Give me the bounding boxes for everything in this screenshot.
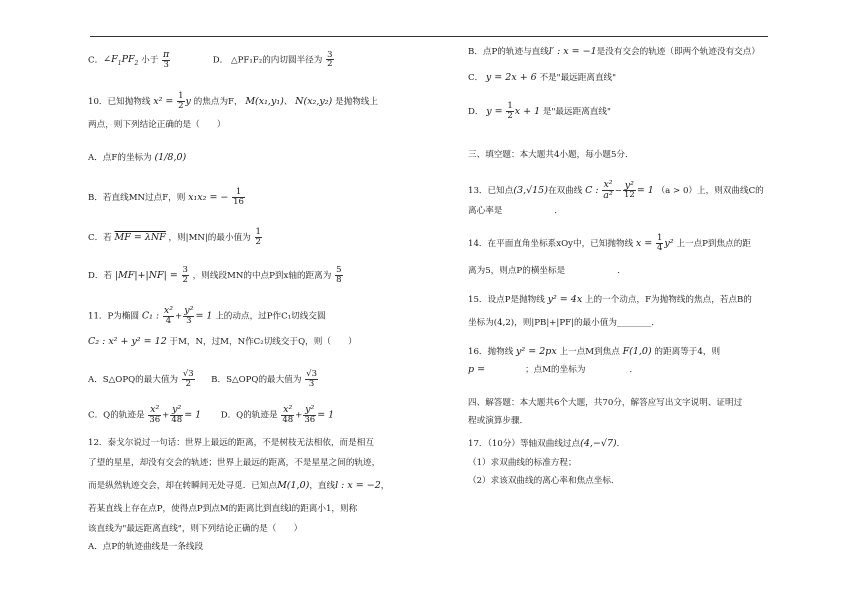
q13-line-1: 13．已知点(3,√15)在双曲线 C : $\frac{\text{x²}}{\text{a²}}$ − $\frac{\text{y²}}{12}$ = 1 （a > 0）上，则双曲线C的 [468, 179, 764, 201]
q10-on-parabola: 是抛物线上 [335, 96, 378, 107]
a-den: 2 [185, 378, 191, 389]
q11-intro: 11．P为椭圆 [88, 311, 140, 322]
bq-num: √3 [306, 369, 317, 379]
q10-x2: x² = [153, 95, 174, 107]
rd-num: 1 [507, 101, 513, 111]
section-4-heading-1: 四、解答题：本大题共6个大题，共70分，解答应写出文字说明、证明过 [468, 398, 743, 408]
sub2: 2 [134, 60, 139, 68]
b-den: 16 [233, 196, 244, 207]
q12-d-x: x + 1 [514, 105, 541, 117]
f2-num: y² [184, 305, 194, 316]
q15-b: 上的一个动点，F为抛物线的焦点，若点B的 [584, 295, 752, 305]
dd1-num: x² [283, 404, 293, 415]
q12-b-eq: l′ : x = −1 [548, 46, 597, 57]
dd1-den: 48 [282, 414, 294, 425]
q13-n2: y² [624, 179, 634, 191]
q14-line-1 [468, 234, 751, 253]
d-den: 2 [327, 59, 333, 70]
q12-d-y: y = [486, 105, 503, 117]
q16-p: p = [468, 364, 486, 375]
q9-option-d-text: △PF₁F₂的内切圆半径为 [230, 55, 323, 66]
q13-end: ． [554, 206, 563, 216]
q14-x: x = [635, 237, 653, 249]
q11-tangents: 于M，N，过M，N作C₂切线交于Q，则（ ） [169, 337, 357, 347]
q10-c-frac [255, 228, 262, 247]
q11-tangent: 上的动点，过P作C₁切线交圆 [215, 311, 326, 322]
q12-line-2: 了望的星星，却没有交会的轨迹；世界上最远的距离，不是星星之间的轨迹， [88, 458, 381, 468]
q9-option-cd: C．$\angle F_1PF_2$ 小于 $\frac{\pi}{3}$ D． △PF₁F₂的内切圆半径为 $\frac{3}{2}$ [88, 49, 333, 70]
q10-b-lhs: x₁x₂ = − [188, 191, 229, 203]
less-than-text: 小于 [141, 55, 159, 66]
f1-den: 4 [165, 315, 172, 326]
q10-d-eq: |MF|+|NF| = [114, 269, 178, 281]
q12-line-3a: 而是纵然轨迹交会，却在转瞬间无处寻觅．已知点 [88, 481, 278, 491]
q11-d-f1 [281, 405, 294, 425]
q13-ecc: 离心率是 [468, 206, 503, 216]
q14-line-2 [468, 266, 626, 277]
q13-c: C : [585, 184, 599, 196]
q11-f1 [163, 306, 174, 326]
d2-den: 2 [182, 274, 188, 285]
q14-den: 4 [657, 242, 663, 253]
q13-f2 [623, 181, 636, 201]
c1-num: x² [150, 404, 160, 415]
q17-stem [468, 438, 625, 450]
three-halves [326, 51, 333, 70]
q12-b-b: 是没有交会的轨迹（即两个轨迹没有交点） [596, 47, 760, 57]
pi-den: 3 [163, 59, 169, 70]
q13-point: (3,√15) [513, 184, 548, 196]
q16-b: 上一点M到焦点 [559, 347, 620, 357]
q10-option-a [88, 152, 186, 164]
q10-d-frac2 [335, 266, 342, 285]
q10-option-b [88, 188, 246, 207]
q14-end: ． [617, 266, 626, 276]
q12-c-eq: y = 2x + 6 [485, 72, 537, 83]
q11-options-cd: C．Q的轨迹是 $\frac{\text{x²}}{36}$ + $\frac{\text{y²}}{48}$ = 1 D．Q的轨迹是 $\frac{\text{x²}}{48}$ + $\frac{\text{y²}}{36}$ = 1 [88, 404, 335, 425]
q13-d2: 12 [623, 190, 635, 201]
q13-cond: （a > 0）上，则双曲线C的 [656, 185, 764, 196]
pi-num: π [163, 49, 170, 60]
q15-a: 15．设点P是抛物线 [468, 295, 545, 305]
q14-frac [656, 234, 663, 253]
q12-line-5: 该直线为"最远距离直线"，则下列结论正确的是（ ） [88, 524, 303, 534]
q16-line-2 [468, 364, 638, 376]
d3-den: 8 [336, 274, 342, 285]
q12-d-a: D． [468, 106, 484, 117]
q13-a: 13．已知点 [468, 185, 514, 196]
q10-d-midpoint: ，则线段MN的中点P到x轴的距离为 [192, 270, 332, 281]
d-num: 3 [327, 49, 333, 60]
q11-stem-2 [88, 336, 357, 348]
section-3-heading: 三、填空题：本大题共4小题，每小题5分． [468, 150, 634, 160]
q11-a-frac [182, 370, 195, 389]
q12-d-b: 是"最远距离直线" [542, 106, 611, 117]
q12-c-b: 不是"最远距离直线" [539, 73, 617, 83]
q11-stem-1: 11．P为椭圆 C₁ : $\frac{\text{x²}}{4}$ + $\frac{\text{y²}}{3}$ = 1 上的动点，过P作C₁切线交圆 [88, 305, 326, 326]
c-den: 2 [255, 236, 261, 247]
q12-line-1: 12．泰戈尔说过一句话：世界上最远的距离，不是树枝无法相依，而是相互 [88, 438, 374, 448]
option-d-label: D． [212, 55, 229, 66]
q10-b-text: B．若直线MN过点F，则 [88, 192, 186, 203]
header-rule [90, 36, 768, 37]
q10-b-frac [232, 188, 245, 207]
q13-d1: a² [603, 189, 613, 201]
q11-b-frac [305, 370, 318, 389]
q17-part-1: （1）求双曲线的标准方程； [468, 458, 577, 468]
bq-den: 3 [308, 378, 315, 389]
q13-f1 [602, 180, 613, 201]
q15-eq: y² = 4x [547, 294, 583, 305]
q16-focus: F(1,0) [622, 346, 652, 357]
q12-line-3b: ，直线 [309, 481, 336, 491]
half-num: 1 [178, 91, 184, 101]
q10-stem-1: 10．已知抛物线 x² = $\frac{1}{2}$ y 的焦点为F， M(x₁,y₁)、 N(x₂,y₂) 是抛物线上 [88, 91, 378, 111]
q11-options-ab [88, 370, 319, 389]
q11-f2 [183, 306, 194, 326]
q11-a: A．S△OPQ的最大值为 [88, 374, 179, 385]
d2-num: 3 [182, 265, 188, 275]
q11-c: C．Q的轨迹是 [88, 410, 145, 421]
a-num: √3 [182, 369, 194, 379]
q11-c1: C₁ : [141, 310, 160, 322]
d3-num: 5 [336, 265, 342, 275]
q12-line-3: 而是纵然轨迹交会，却在转瞬间无处寻觅．已知点M(1,0)，直线l : x = −2， [88, 480, 390, 491]
q14-y: y² [664, 237, 674, 249]
half-den: 2 [178, 100, 184, 111]
q11-d-f2 [303, 405, 316, 425]
f2-den: 3 [186, 315, 192, 326]
q11-eq: = 1 [195, 310, 213, 322]
q12-option-a: A．点P的轨迹曲线是一条线段 [88, 542, 204, 552]
q10-c-text: C．若 [88, 232, 112, 243]
q17-part-2: （2）求该双曲线的离心率和焦点坐标． [468, 476, 620, 486]
angle-text: ∠F [103, 54, 118, 66]
q11-c-f2 [170, 405, 183, 425]
q12-point-m: M(1,0) [277, 480, 310, 491]
q11-c-f1 [148, 405, 161, 425]
q15-line-1 [468, 294, 752, 306]
c2-den: 48 [171, 414, 183, 425]
pf-text: PF [121, 54, 135, 66]
q10-point-n: N(x₂,y₂) [295, 95, 333, 107]
b-num: 1 [232, 188, 245, 198]
q10-a-text: A．点F的坐标为 [88, 153, 152, 163]
rd-den: 2 [507, 110, 513, 121]
c2-num: y² [172, 404, 182, 415]
q16-c: 的距离等于4，则 [654, 347, 721, 357]
q12-option-c [468, 72, 616, 84]
q14-b: 上一点P到焦点的距 [676, 238, 751, 249]
q16-d: ；点M的坐标为 [525, 365, 586, 375]
c-num: 1 [255, 227, 261, 237]
q16-a: 16．抛物线 [468, 347, 514, 357]
q14-a: 14．在平面直角坐标系xOy中，已知抛物线 [468, 238, 634, 249]
q10-y: y [185, 95, 191, 107]
q10-point-m: M(x₁,y₁) [245, 95, 284, 107]
q12-line-l: l : x = −2 [335, 480, 381, 491]
q11-c2: C₂ : x² + y² = 12 [88, 336, 167, 347]
q12-line-4: 若某直线上存在点P，使得点P到点M的距离比到直线l的距离小1，则称 [88, 504, 358, 514]
f1-num: x² [163, 305, 174, 316]
dd2-num: y² [305, 404, 315, 415]
q13-n1: x² [603, 179, 613, 190]
q10-a-value: (1/8,0) [154, 152, 187, 163]
q10-half [177, 92, 184, 111]
q13-line-2 [468, 206, 563, 217]
q12-b-a: B．点P的轨迹与直线 [468, 47, 549, 57]
q17-point: (4,−√7) [580, 438, 617, 449]
q12-c-a: C． [468, 73, 484, 83]
c1-den: 36 [149, 414, 161, 425]
q10-option-c [88, 228, 263, 247]
q13-b: 在双曲线 [547, 185, 583, 196]
q11-d: D．Q的轨迹是 [220, 410, 278, 421]
q16-line-1 [468, 346, 720, 358]
q10-stem-2: 两点，则下列结论正确的是（ ） [88, 120, 226, 130]
pi-over-3 [162, 50, 170, 70]
q11-b: B．S△OPQ的最大值为 [211, 374, 302, 385]
q10-d-text: D．若 [88, 270, 113, 281]
q12-option-b [468, 46, 760, 58]
sub1: 1 [117, 60, 122, 68]
q16-end: ． [629, 365, 639, 375]
q14-c: 离为5，则点P的横坐标是 [468, 266, 566, 276]
q17-end: ． [616, 439, 626, 449]
q10-c-min: ，则|MN|的最小值为 [168, 232, 251, 243]
q17-a: 17．（10分）等轴双曲线过点 [468, 439, 581, 449]
q10-c-vector: MF = λNF [114, 231, 166, 243]
q12-d-frac [506, 102, 513, 121]
dd2-den: 36 [304, 414, 316, 425]
q15-line-2: 坐标为(4,2)，则|PB|+|PF|的最小值为________． [468, 318, 660, 328]
section-4-heading-2: 程或演算步骤． [468, 416, 529, 426]
q13-eq: = 1 [636, 184, 654, 196]
q16-eq: y² = 2px [516, 346, 557, 357]
q12-option-d [468, 102, 611, 121]
q10-option-d [88, 266, 344, 285]
q10-intro: 10．已知抛物线 [88, 96, 151, 107]
q14-num: 1 [657, 233, 663, 243]
q10-focus-text: 的焦点为F， [193, 96, 243, 107]
q10-d-frac [182, 266, 189, 285]
